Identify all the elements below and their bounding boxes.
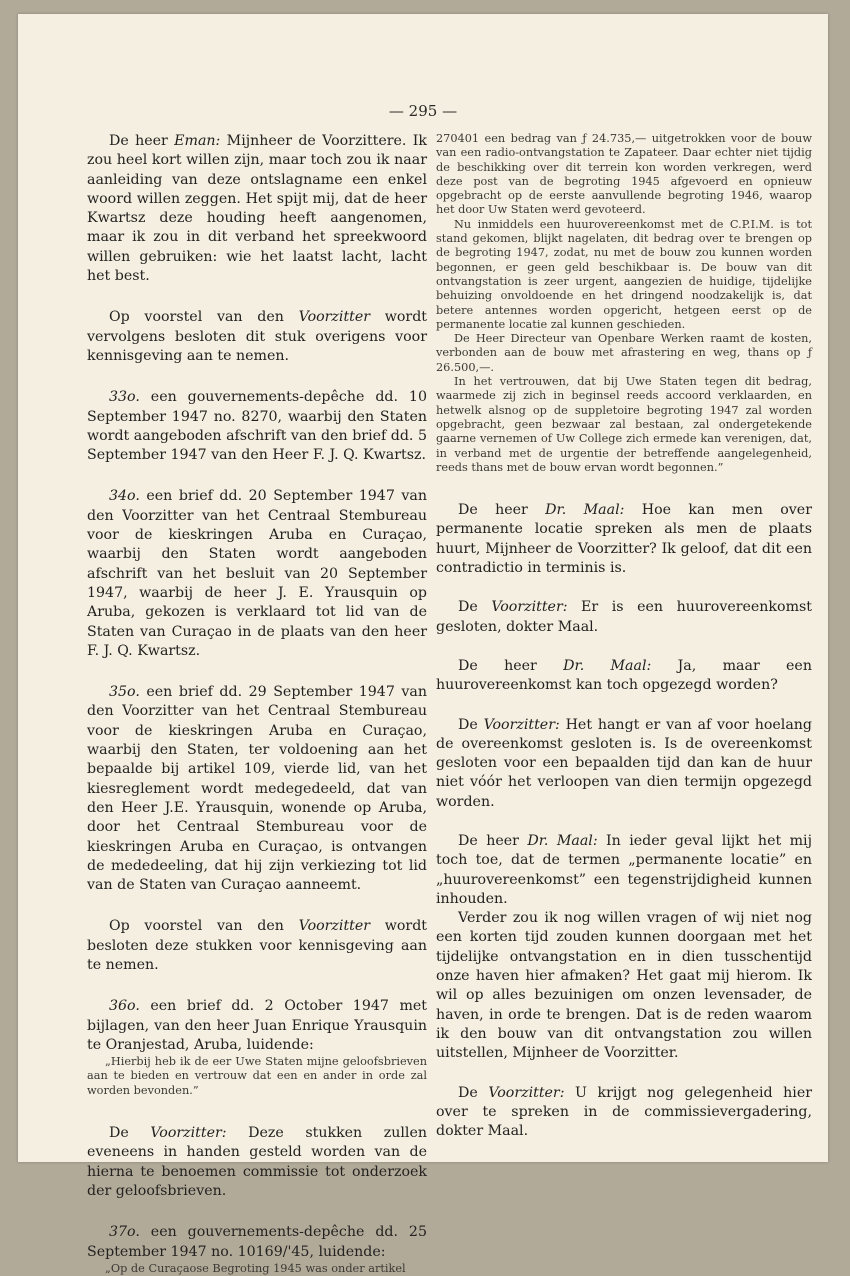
item-number: 34o. <box>109 488 140 505</box>
paragraph-chair-4: De Voorzitter: U krijgt nog gelegenheid hier over te spreken in de commissievergadering, dokter Maal. <box>436 1084 813 1140</box>
speaker-name: Dr. Maal: <box>563 657 652 674</box>
speaker-name: Dr. Maal: <box>527 832 598 849</box>
paragraph-proposal-1: Op voorstel van den Voorzitter wordt vervolgens besloten dit stuk overigens voor kennisgeving aan te nemen. <box>87 309 428 364</box>
paragraph-maal-1: De heer Dr. Maal: Hoe kan men over permanente locatie spreken als men de plaats huurt, Mijnheer de Voorzitter? Ik geloof, dat dit een contradictio in terminis is. <box>436 502 812 577</box>
speaker-name: Voorzitter: <box>488 1084 565 1101</box>
paragraph-proposal-2: Op voorstel van den Voorzitter wordt besloten deze stukken voor kennisgeving aan te nemen. <box>87 918 428 973</box>
paragraph-chair-2: De Voorzitter: Er is een huurovereenkomst gesloten, dokter Maal. <box>436 599 813 635</box>
paragraph-item-34: 34o. een brief dd. 20 September 1947 van den Voorzitter van het Centraal Stembureau voor de kieskringen Aruba en Curaçao, waarbij den Staten wordt aangeboden afschrift van het besluit van 20 September 1947, waarbij de heer J. E. Yrausquin op Aruba, gekozen is verklaard tot lid van de Staten van Curaçao in de plaats van den heer F. J. Q. Kwartsz. <box>87 488 427 659</box>
paragraph-chair-3: De Voorzitter: Het hangt er van af voor hoelang de overeenkomst gesloten is. Is de overeenkomst gesloten voor een bepaalden tijd dan kan de huur niet vóór het verloopen van dien termijn opgezegd worden. <box>436 716 812 810</box>
quote-budget-start: „Op de Curaçaose Begroting 1945 was onder artikel <box>105 1261 406 1275</box>
speaker-name: Dr. Maal: <box>545 502 625 519</box>
item-number: 37o. <box>109 1224 140 1241</box>
item-number: 36o. <box>109 998 140 1015</box>
quote-credentials: „Hierbij heb ik de eer Uwe Staten mijne geloofsbrieven aan te bieden en vertrouw dat een en ander in orde zal worden bevonden.” <box>87 1055 427 1097</box>
speaker-name: Eman: <box>174 133 221 149</box>
page-number: — 295 — <box>388 102 458 120</box>
quote-budget-1: 270401 een bedrag van ƒ 24.735,— uitgetrokken voor de bouw van een radio-ontvangstation te Zapateer. Daar echter niet tijdig de beschikking over dit terrein kon worden verkregen, werd deze post van de begroting 1945 afgevoerd en opnieuw opgebracht op de eerste aanvullende begroting 1946, waarop het door Uw Staten werd gevoteerd. <box>436 132 812 217</box>
paragraph-item-33: 33o. een gouvernements-depêche dd. 10 September 1947 no. 8270, waarbij den Staten wordt aangeboden afschrift van den brief dd. 5 September 1947 van den Heer F. J. Q. Kwartsz. <box>87 389 427 464</box>
paragraph-eman: De heer Eman: Mijnheer de Voorzittere. Ik zou heel kort willen zijn, maar toch zou ik naar aanleiding van deze ontslagname een enkel woord willen zeggen. Het spijt mij, dat de heer Kwartsz deze houding heeft aangenomen, maar ik zou in dit verband het spreekwoord willen gebruiken: wie het laatst lacht, lacht het best. <box>87 133 427 285</box>
quote-budget-2: Nu inmiddels een huurovereenkomst met de C.P.I.M. is tot stand gekomen, blijkt nagelaten, dit bedrag over te brengen op de begroting 1947, zodat, nu met de bouw zou kunnen worden begonnen, er geen geld beschikbaar is. De bouw van dit ontvangstation is zeer urgent, aangezien de huidige, tijdelijke behuizing onvoldoende en het dringend noodzakelijk is, dat betere antennes worden opgericht, hetgeen eerst op de permanente locatie zal kunnen geschieden. <box>436 217 812 331</box>
item-number: 35o. <box>109 684 140 701</box>
paragraph-item-36: 36o. een brief dd. 2 October 1947 met bijlagen, van den heer Juan Enrique Yrausquin te Oranjestad, Aruba, luidende: <box>87 998 427 1053</box>
paragraph-item-35: 35o. een brief dd. 29 September 1947 van den Voorzitter van het Centraal Stembureau voor de kieskringen Aruba en Curaçao, waarbij den Staten, ter voldoening aan het bepaalde bij artikel 109, vierde lid, van het kiesreglement wordt medegedeeld, dat van den Heer J.E. Yrausquin, wonende op Aruba, door het Centraal Stembureau voor de kieskringen Aruba en Curaçao, is ontvangen de mededeeling, dat hij zijn verkiezing tot lid van de Staten van Curaçao aanneemt. <box>87 684 427 894</box>
speaker-name: Voorzitter: <box>483 716 560 733</box>
quote-budget-3: De Heer Directeur van Openbare Werken raamt de kosten, verbonden aan de bouw met afrastering en weg, thans op ƒ 26.500,—. <box>436 332 812 374</box>
paragraph-chair-1: De Voorzitter: Deze stukken zullen eveneens in handen gesteld worden van de hierna te benoemen commissie tot onderzoek der geloofsbrieven. <box>87 1125 427 1199</box>
left-column <box>87 132 427 1276</box>
paragraph-maal-2: De heer Dr. Maal: Ja, maar een huurovereenkomst kan toch opgezegd worden? <box>436 657 812 694</box>
quote-budget-4: In het vertrouwen, dat bij Uwe Staten tegen dit bedrag, waarmede zij zich in beginsel reeds accoord verklaarden, en hetwelk alsnog op de suppletoire begroting 1947 zal worden opgebracht, geen bezwaar zal bestaan, zal ondergetekende gaarne vernemen of Uw College zich ermede kan verenigen, dat, in verband met de urgentie der betreffende aangelegenheid, reeds thans met de bouw ervan wordt begonnen.” <box>436 375 812 474</box>
speaker-name: Voorzitter: <box>491 599 568 616</box>
document-page <box>18 14 828 1275</box>
paragraph-item-37: 37o. een gouvernements-depêche dd. 25 September 1947 no. 10169/'45, luidende: <box>87 1224 427 1260</box>
right-column <box>436 132 812 1161</box>
speaker-name: Voorzitter <box>298 309 371 326</box>
speaker-name: Voorzitter <box>298 918 371 935</box>
item-number: 33o. <box>109 389 140 406</box>
paragraph-maal-4: Verder zou ik nog willen vragen of wij niet nog een korten tijd zouden kunnen doorgaan met het tijdelijke ontvangstation en in dien tusschentijd onze haven hier afmaken? Het gaat mij hierom. Ik wil op alles bezuinigen om onzen levensader, de haven, in orde te brengen. Dat is de reden waarom ik den bouw van dit ontvangstation zou willen uitstellen, Mijnheer de Voorzitter. <box>436 910 812 1062</box>
speaker-name: Voorzitter: <box>150 1125 227 1142</box>
paragraph-maal-3: De heer Dr. Maal: In ieder geval lijkt het mij toch toe, dat de termen „permanente locatie” en „huurovereenkomst” een tegenstrijdigheid kunnen inhouden. <box>436 832 812 907</box>
